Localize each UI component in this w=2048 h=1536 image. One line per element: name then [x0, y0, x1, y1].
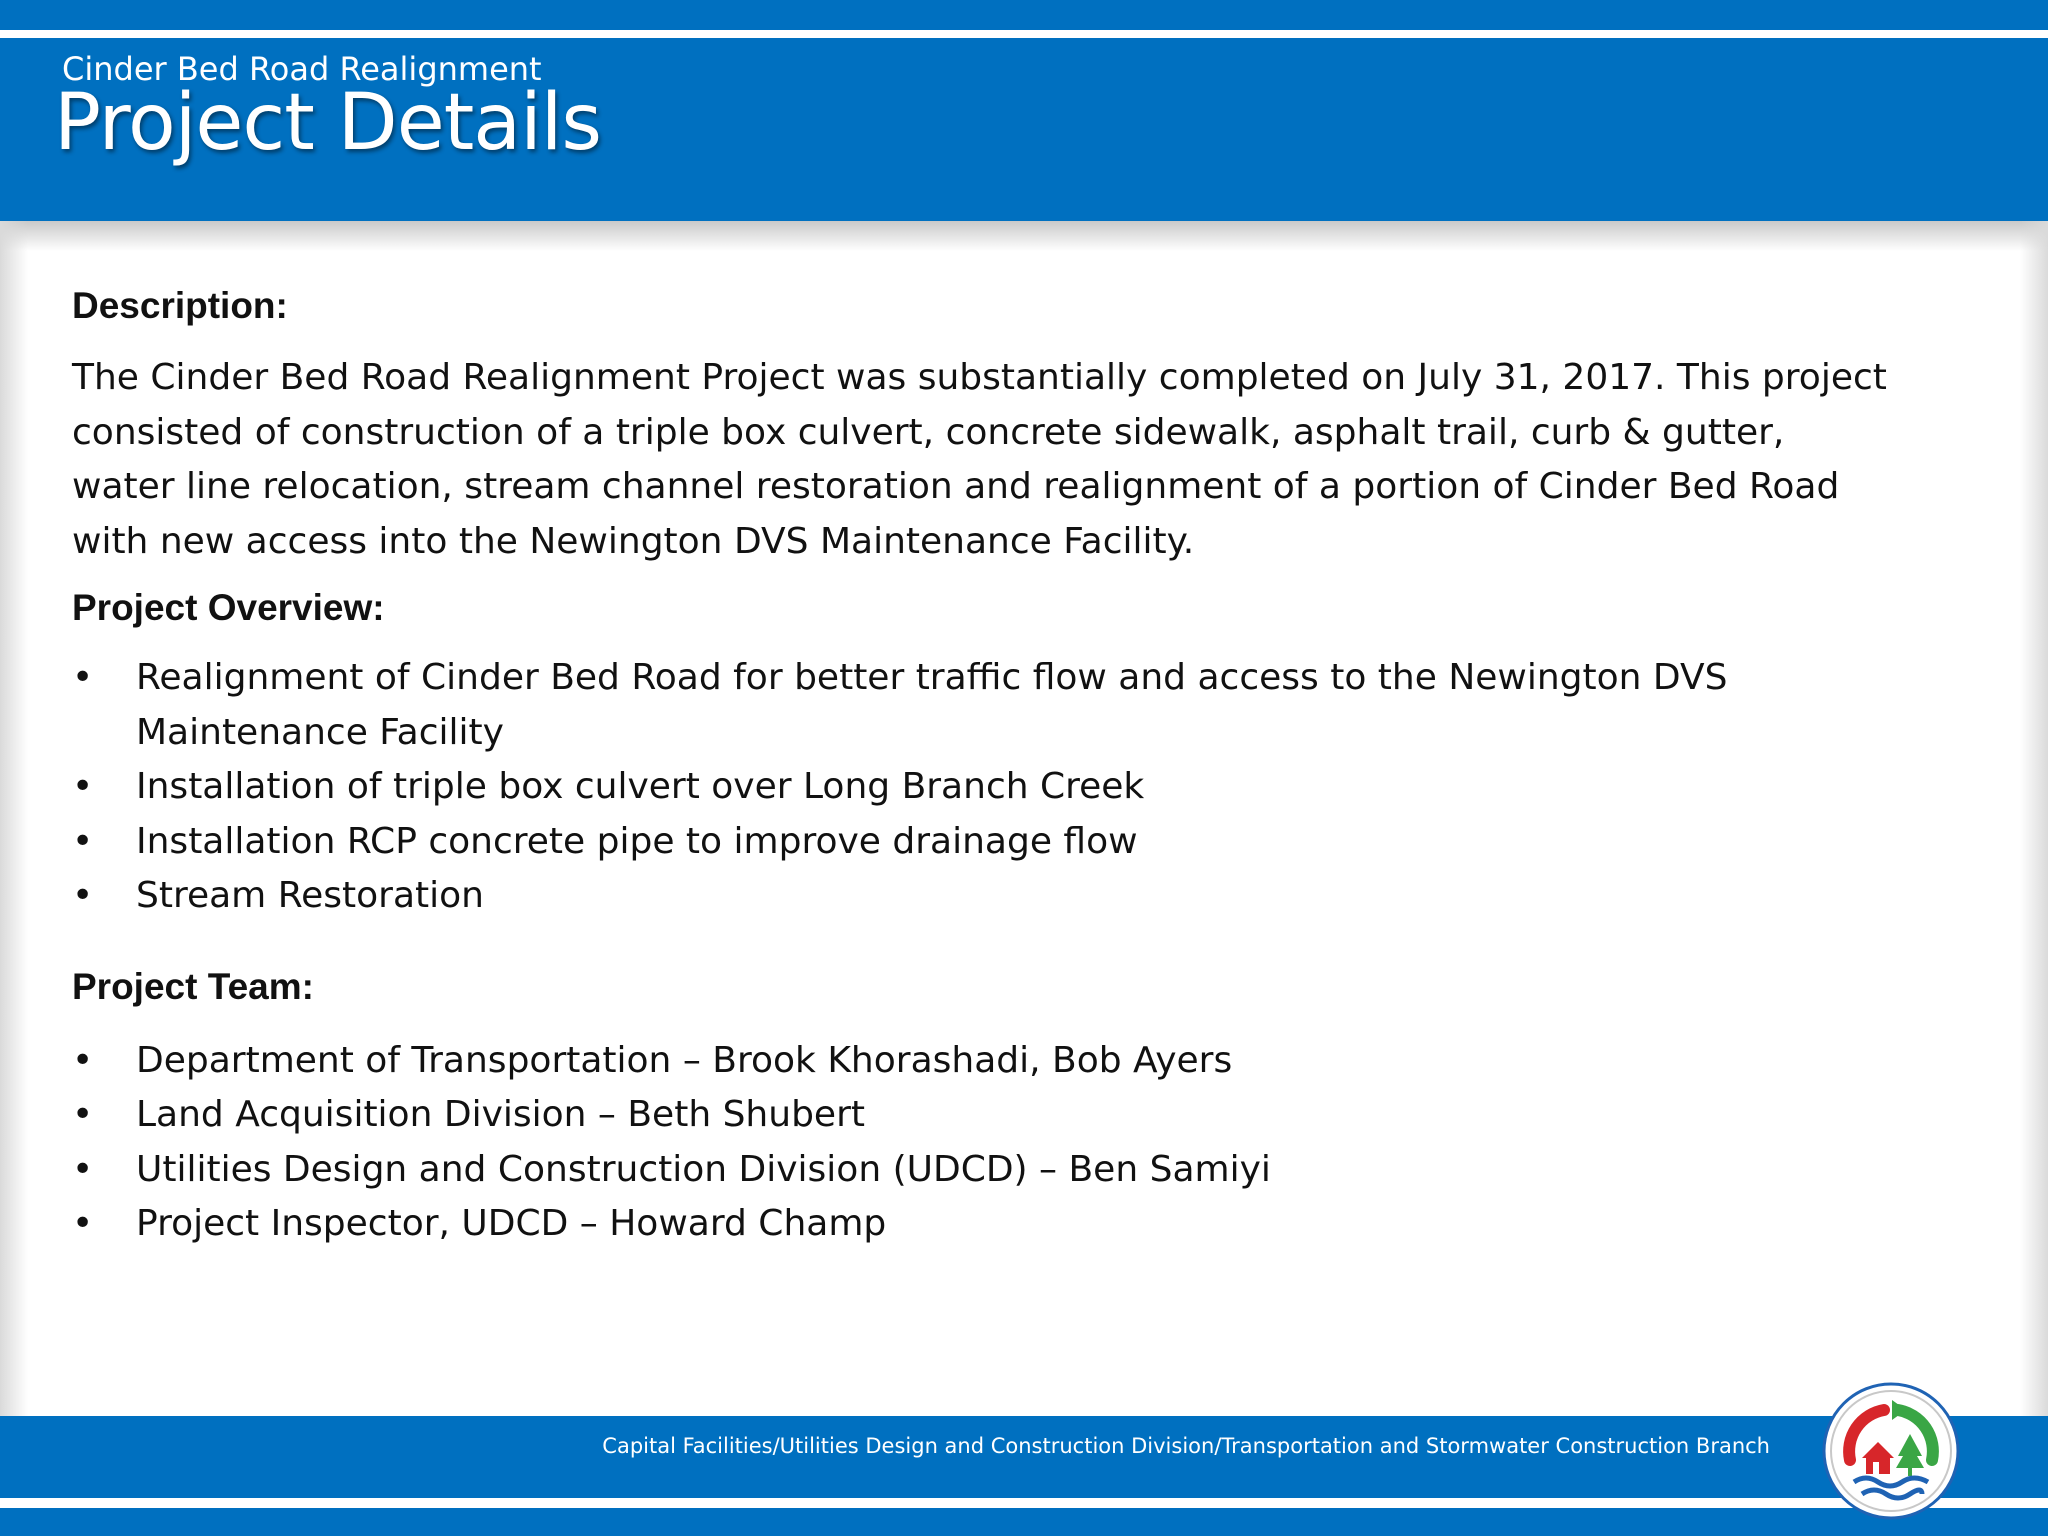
bullet-glyph: • — [72, 657, 94, 698]
bullet-glyph: • — [72, 766, 94, 807]
list-item-text: Project Inspector, UDCD – Howard Champ — [136, 1203, 887, 1244]
bullet-glyph: • — [72, 1094, 94, 1135]
list-item-text: Realignment of Cinder Bed Road for better traffic flow and access to the Newington DVS Maintenance Facility — [136, 657, 1728, 753]
bullet-glyph: • — [72, 1203, 94, 1244]
footer-text: Capital Facilities/Utilities Design and Construction Division/Transportation and Stormwater Construction Branch — [602, 1434, 1770, 1458]
left-edge-shadow — [0, 221, 28, 1416]
bullet-glyph: • — [72, 1148, 94, 1190]
list-item-text: Land Acquisition Division – Beth Shubert — [136, 1094, 865, 1135]
description-heading: Description: — [72, 285, 288, 326]
list-item — [72, 815, 1792, 870]
list-item — [72, 651, 1792, 760]
header-divider-line — [0, 30, 2048, 38]
page-title: Project Details — [54, 78, 602, 168]
list-item — [72, 760, 1792, 815]
header-top-bar — [0, 0, 2048, 30]
team-list — [72, 1034, 1932, 1252]
list-item — [72, 1034, 1932, 1089]
footer-divider-line — [0, 1498, 2048, 1508]
list-item-text: Utilities Design and Construction Division (UDCD) – Ben Samiyi — [136, 1148, 1271, 1190]
list-item — [72, 1088, 1932, 1143]
footer-bottom-bar — [0, 1508, 2048, 1536]
list-item-text: Installation of triple box culvert over Long Branch Creek — [136, 766, 1145, 807]
county-seal-icon — [1822, 1382, 1960, 1520]
description-text: The Cinder Bed Road Realignment Project was substantially completed on July 31, 2017. This project consisted of construction of a triple box culvert, concrete sidewalk, asphalt trail, curb & gutter, water line relocation, stream channel restoration and realignment of a portion of Cinder Bed Road with new access into the Newington DVS Maintenance Facility. — [72, 357, 1887, 562]
bullet-glyph: • — [72, 820, 94, 862]
bullet-glyph: • — [72, 875, 94, 916]
list-item — [72, 869, 1792, 924]
overview-list — [72, 651, 1792, 924]
bullet-glyph: • — [72, 1039, 94, 1081]
header-shadow — [0, 221, 2048, 251]
slide-content — [72, 285, 1932, 1252]
team-heading: Project Team: — [72, 965, 314, 1007]
county-seal-graphic — [1822, 1382, 1960, 1520]
overview-heading: Project Overview: — [72, 587, 385, 628]
list-item — [72, 1197, 1932, 1252]
header-subtitle: Cinder Bed Road Realignment — [62, 50, 542, 88]
list-item — [72, 1143, 1932, 1198]
list-item-text: Department of Transportation – Brook Khorashadi, Bob Ayers — [136, 1039, 1233, 1081]
right-edge-shadow — [2020, 221, 2048, 1416]
list-item-text: Stream Restoration — [136, 875, 484, 916]
list-item-text: Installation RCP concrete pipe to improve drainage flow — [136, 820, 1138, 862]
